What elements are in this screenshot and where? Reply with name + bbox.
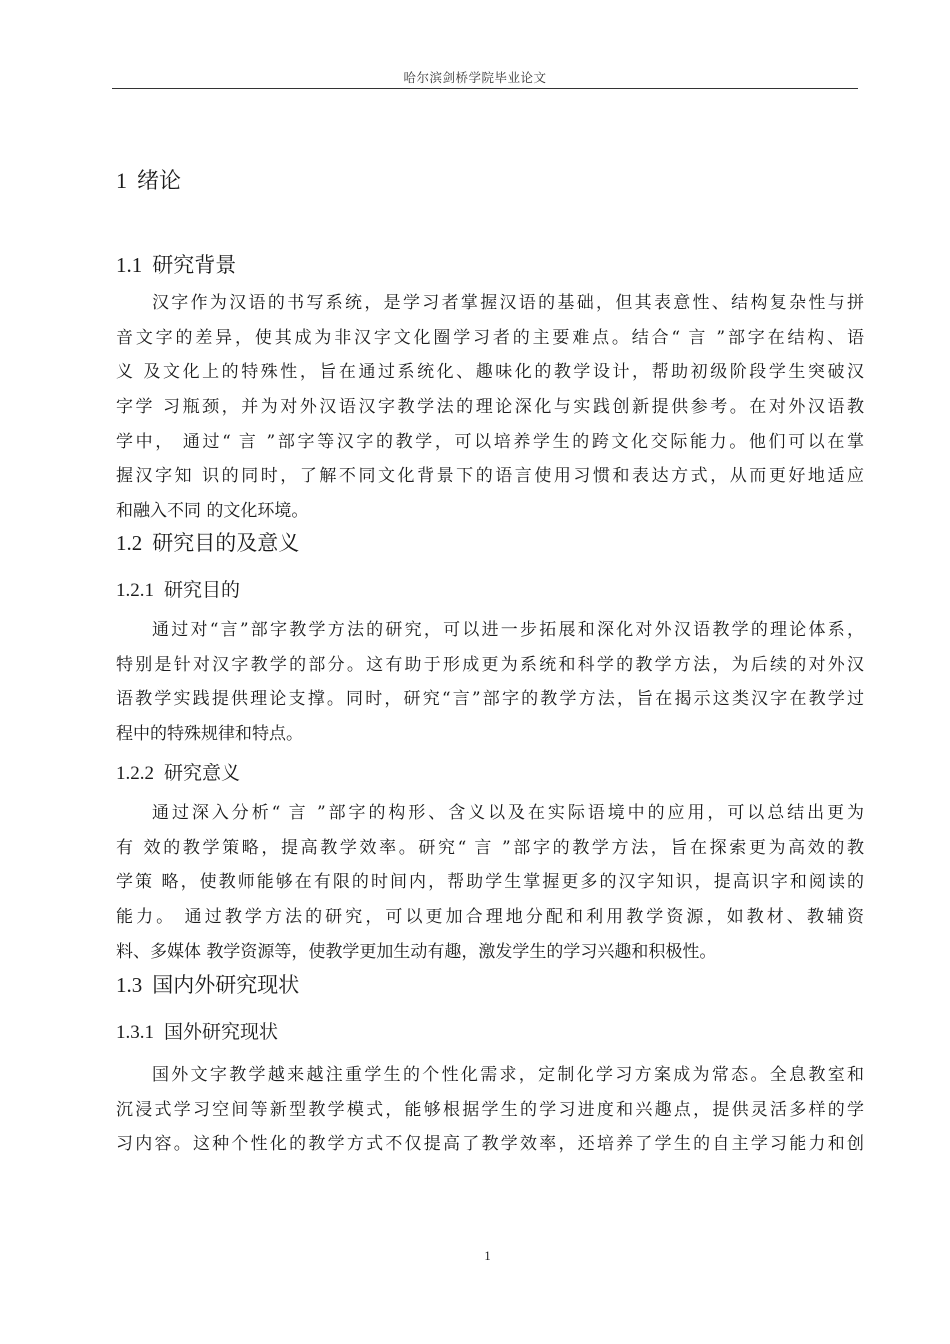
section-title: 研究目的及意义 (152, 531, 300, 555)
text-line: 语教学实践提供理论支撑。同时，研究“言”部字的教学方法，旨在揭示这类汉字在教学过 (116, 689, 864, 710)
text-line: 料、多媒体 教学资源等，使教学更加生动有趣，激发学生的学习兴趣和积极性。 (116, 941, 717, 962)
page-header: 哈尔滨剑桥学院毕业论文 (403, 70, 547, 85)
text-line: 能力。 通过教学方法的研究，可以更加合理地分配和利用教学资源，如教材、教辅资 (116, 907, 864, 928)
text-line: 有 效的教学策略，提高教学效率。研究“ 言 ”部字的教学方法，旨在探索更为高效的教 (116, 837, 864, 858)
text-line: 国外文字教学越来越注重学生的个性化需求，定制化学习方案成为常态。全息教室和 (152, 1065, 864, 1085)
header-rule (112, 88, 858, 89)
text-line: 沉浸式学习空间等新型教学模式，能够根据学生的学习进度和兴趣点，提供灵活多样的学 (116, 1099, 864, 1120)
subsection-title: 研究目的 (164, 579, 241, 601)
section-heading-1-3 (116, 969, 299, 999)
text-line: 音文字的差异，使其成为非汉字文化圈学习者的主要难点。结合“ 言 ”部字在结构、语 (116, 327, 864, 348)
section-heading-1-1 (116, 249, 236, 279)
subsection-heading-1-3-1 (116, 1017, 278, 1044)
text-line: 特别是针对汉字教学的部分。这有助于形成更为系统和科学的教学方法，为后续的对外汉 (116, 654, 864, 675)
subsection-title: 研究意义 (164, 762, 241, 784)
section-number: 1.3 (116, 973, 143, 997)
chapter-title: 绪论 (137, 169, 182, 194)
section-number: 1.1 (116, 253, 143, 277)
subsection-heading-1-2-2 (116, 758, 240, 785)
text-line: 字学 习瓶颈，并为对外汉语汉字教学法的理论深化与实践创新提供参考。在对外汉语教 (116, 397, 864, 418)
paragraph-research-significance (116, 796, 864, 969)
text-line: 学中， 通过“ 言 ”部字等汉字的教学，可以培养学生的跨文化交际能力。他们可以在掌 (116, 431, 864, 452)
text-line: 汉字作为汉语的书写系统，是学习者掌握汉语的基础，但其表意性、结构复杂性与拼 (152, 293, 864, 313)
text-line: 通过深入分析“ 言 ”部字的构形、含义以及在实际语境中的应用，可以总结出更为 (152, 803, 864, 823)
subsection-number: 1.3.1 (116, 1022, 154, 1043)
chapter-number: 1 (116, 168, 127, 193)
paragraph-foreign-research (116, 1058, 864, 1162)
paragraph-research-purpose (116, 613, 864, 752)
section-title: 研究背景 (152, 253, 237, 277)
subsection-number: 1.2.1 (116, 580, 154, 601)
subsection-heading-1-2-1 (116, 575, 240, 602)
subsection-title: 国外研究现状 (164, 1021, 279, 1043)
paragraph-research-background (116, 286, 864, 529)
text-line: 和融入不同 的文化环境。 (116, 501, 309, 522)
subsection-number: 1.2.2 (116, 763, 154, 784)
section-number: 1.2 (116, 531, 143, 555)
text-line: 程中的特殊规律和特点。 (116, 724, 303, 745)
section-heading-1-2 (116, 527, 299, 557)
text-line: 义 及文化上的特殊性，旨在通过系统化、趣味化的教学设计，帮助初级阶段学生突破汉 (116, 362, 864, 383)
page-number: 1 (484, 1249, 491, 1263)
chapter-heading (116, 164, 181, 195)
section-title: 国内外研究现状 (152, 973, 300, 997)
text-line: 学策 略，使教师能够在有限的时间内，帮助学生掌握更多的汉字知识，提高识字和阅读的 (116, 872, 864, 893)
text-line: 握汉字知 识的同时，了解不同文化背景下的语言使用习惯和表达方式，从而更好地适应 (116, 466, 864, 487)
text-line: 习内容。这种个性化的教学方式不仅提高了教学效率，还培养了学生的自主学习能力和创 (116, 1134, 864, 1155)
text-line: 通过对“言”部字教学方法的研究，可以进一步拓展和深化对外汉语教学的理论体系， (152, 620, 864, 640)
